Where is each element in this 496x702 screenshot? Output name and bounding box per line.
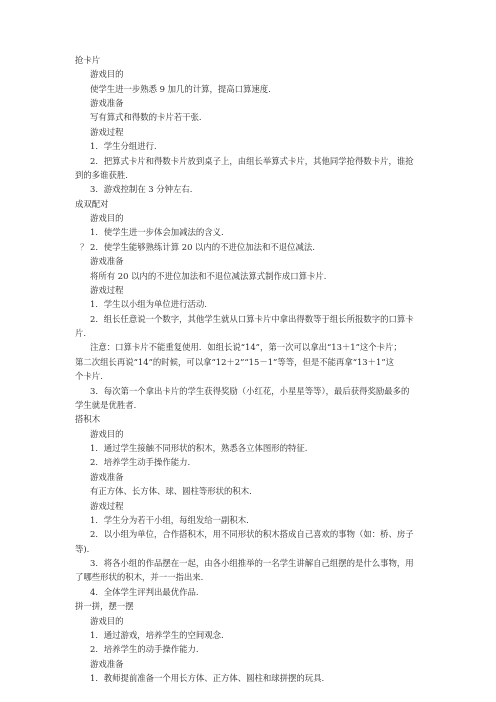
body-line: 了哪些形状的积木，并一一指出来. (75, 572, 204, 583)
subheading: 游戏准备 (90, 98, 124, 109)
subheading: 游戏准备 (90, 256, 124, 267)
subheading: 游戏准备 (90, 658, 124, 669)
subheading: 游戏过程 (90, 500, 124, 511)
body-line: 1．教师提前准备一个用长方体、正方体、圆柱和球拼摆的玩具. (90, 673, 325, 683)
body-line: 到的多谁获胜. (75, 169, 128, 180)
margin-mark: ？ (80, 241, 89, 252)
body-line: 1．学生以小组为单位进行活动. (90, 299, 207, 310)
body-line: 个卡片. (75, 371, 103, 382)
subheading: 游戏目的 (90, 69, 124, 80)
body-line: 1．使学生进一步体会加减法的含义. (90, 227, 224, 238)
body-line: 1．通过学生接触不同形状的积木，熟悉各立体图形的特征. (90, 443, 308, 454)
subheading: 游戏过程 (90, 126, 124, 137)
section-title: 抢卡片 (75, 55, 101, 65)
subheading: 游戏目的 (90, 213, 124, 224)
body-line: 片. (75, 328, 87, 339)
subheading: 游戏目的 (90, 428, 124, 439)
body-line: 学生就是优胜者. (75, 399, 137, 410)
body-line: 2．培养学生动手操作能力. (90, 457, 191, 468)
body-line: 第二次组长再说“14”的时候，可以拿“12＋2”“15－1”等等，但是不能再拿“13＋1”这 (75, 356, 394, 367)
body-line: 有正方体、长方体、球、圆柱等形状的积木. (90, 486, 252, 497)
body-line: 3．将各小组的作品摆在一起，由各小组推举的一名学生讲解自己组摆的是什么事物，用 (90, 558, 414, 569)
body-line: 3．每次第一个拿出卡片的学生获得奖励（小红花，小星星等等），最后获得奖励最多的 (90, 385, 410, 396)
body-line: 将所有 20 以内的不进位加法和不退位减法算式制作成口算卡片. (90, 270, 327, 281)
section-title: 搭积木 (75, 414, 101, 425)
body-line: 使学生进一步熟悉 9 加几的计算，提高口算速度. (90, 83, 271, 94)
subheading: 游戏目的 (90, 615, 124, 626)
body-line: 写有算式和得数的卡片若干张. (90, 112, 202, 123)
body-line: 1．学生分为若干小组，每组发给一副积木. (90, 514, 249, 525)
body-line: 注意：口算卡片不能重复使用．如组长说“14”，第一次可以拿出“13＋1”这个卡片； (90, 342, 402, 353)
body-line: 2．使学生能够熟练计算 20 以内的不进位加法和不退位减法. (90, 241, 315, 252)
body-line: 3．游戏控制在 3 分钟左右. (90, 184, 193, 195)
subheading: 游戏过程 (90, 284, 124, 295)
section-title: 成双配对 (75, 198, 109, 209)
subheading: 游戏准备 (90, 471, 124, 482)
body-line: 2．把算式卡片和得数卡片放到桌子上，由组长举算式卡片，其他同学抢得数卡片，谁抢 (90, 155, 414, 166)
body-line: 等). (75, 543, 90, 554)
body-line: 2．培养学生的动手操作能力. (90, 644, 199, 655)
body-line: 2．以小组为单位，合作搭积木，用不同形状的积木搭成自己喜欢的事物（如：桥、房子 (90, 529, 414, 540)
body-line: 4．全体学生评判出最优作品. (90, 586, 199, 597)
body-line: 1．通过游戏，培养学生的空间观念. (90, 629, 224, 640)
section-title: 拼一拼，摆一摆 (75, 601, 134, 612)
body-line: 1．学生分组进行. (90, 141, 157, 152)
body-line: 2．组长任意说一个数字，其他学生就从口算卡片中拿出得数等于组长所报数字的口算卡 (90, 313, 414, 324)
